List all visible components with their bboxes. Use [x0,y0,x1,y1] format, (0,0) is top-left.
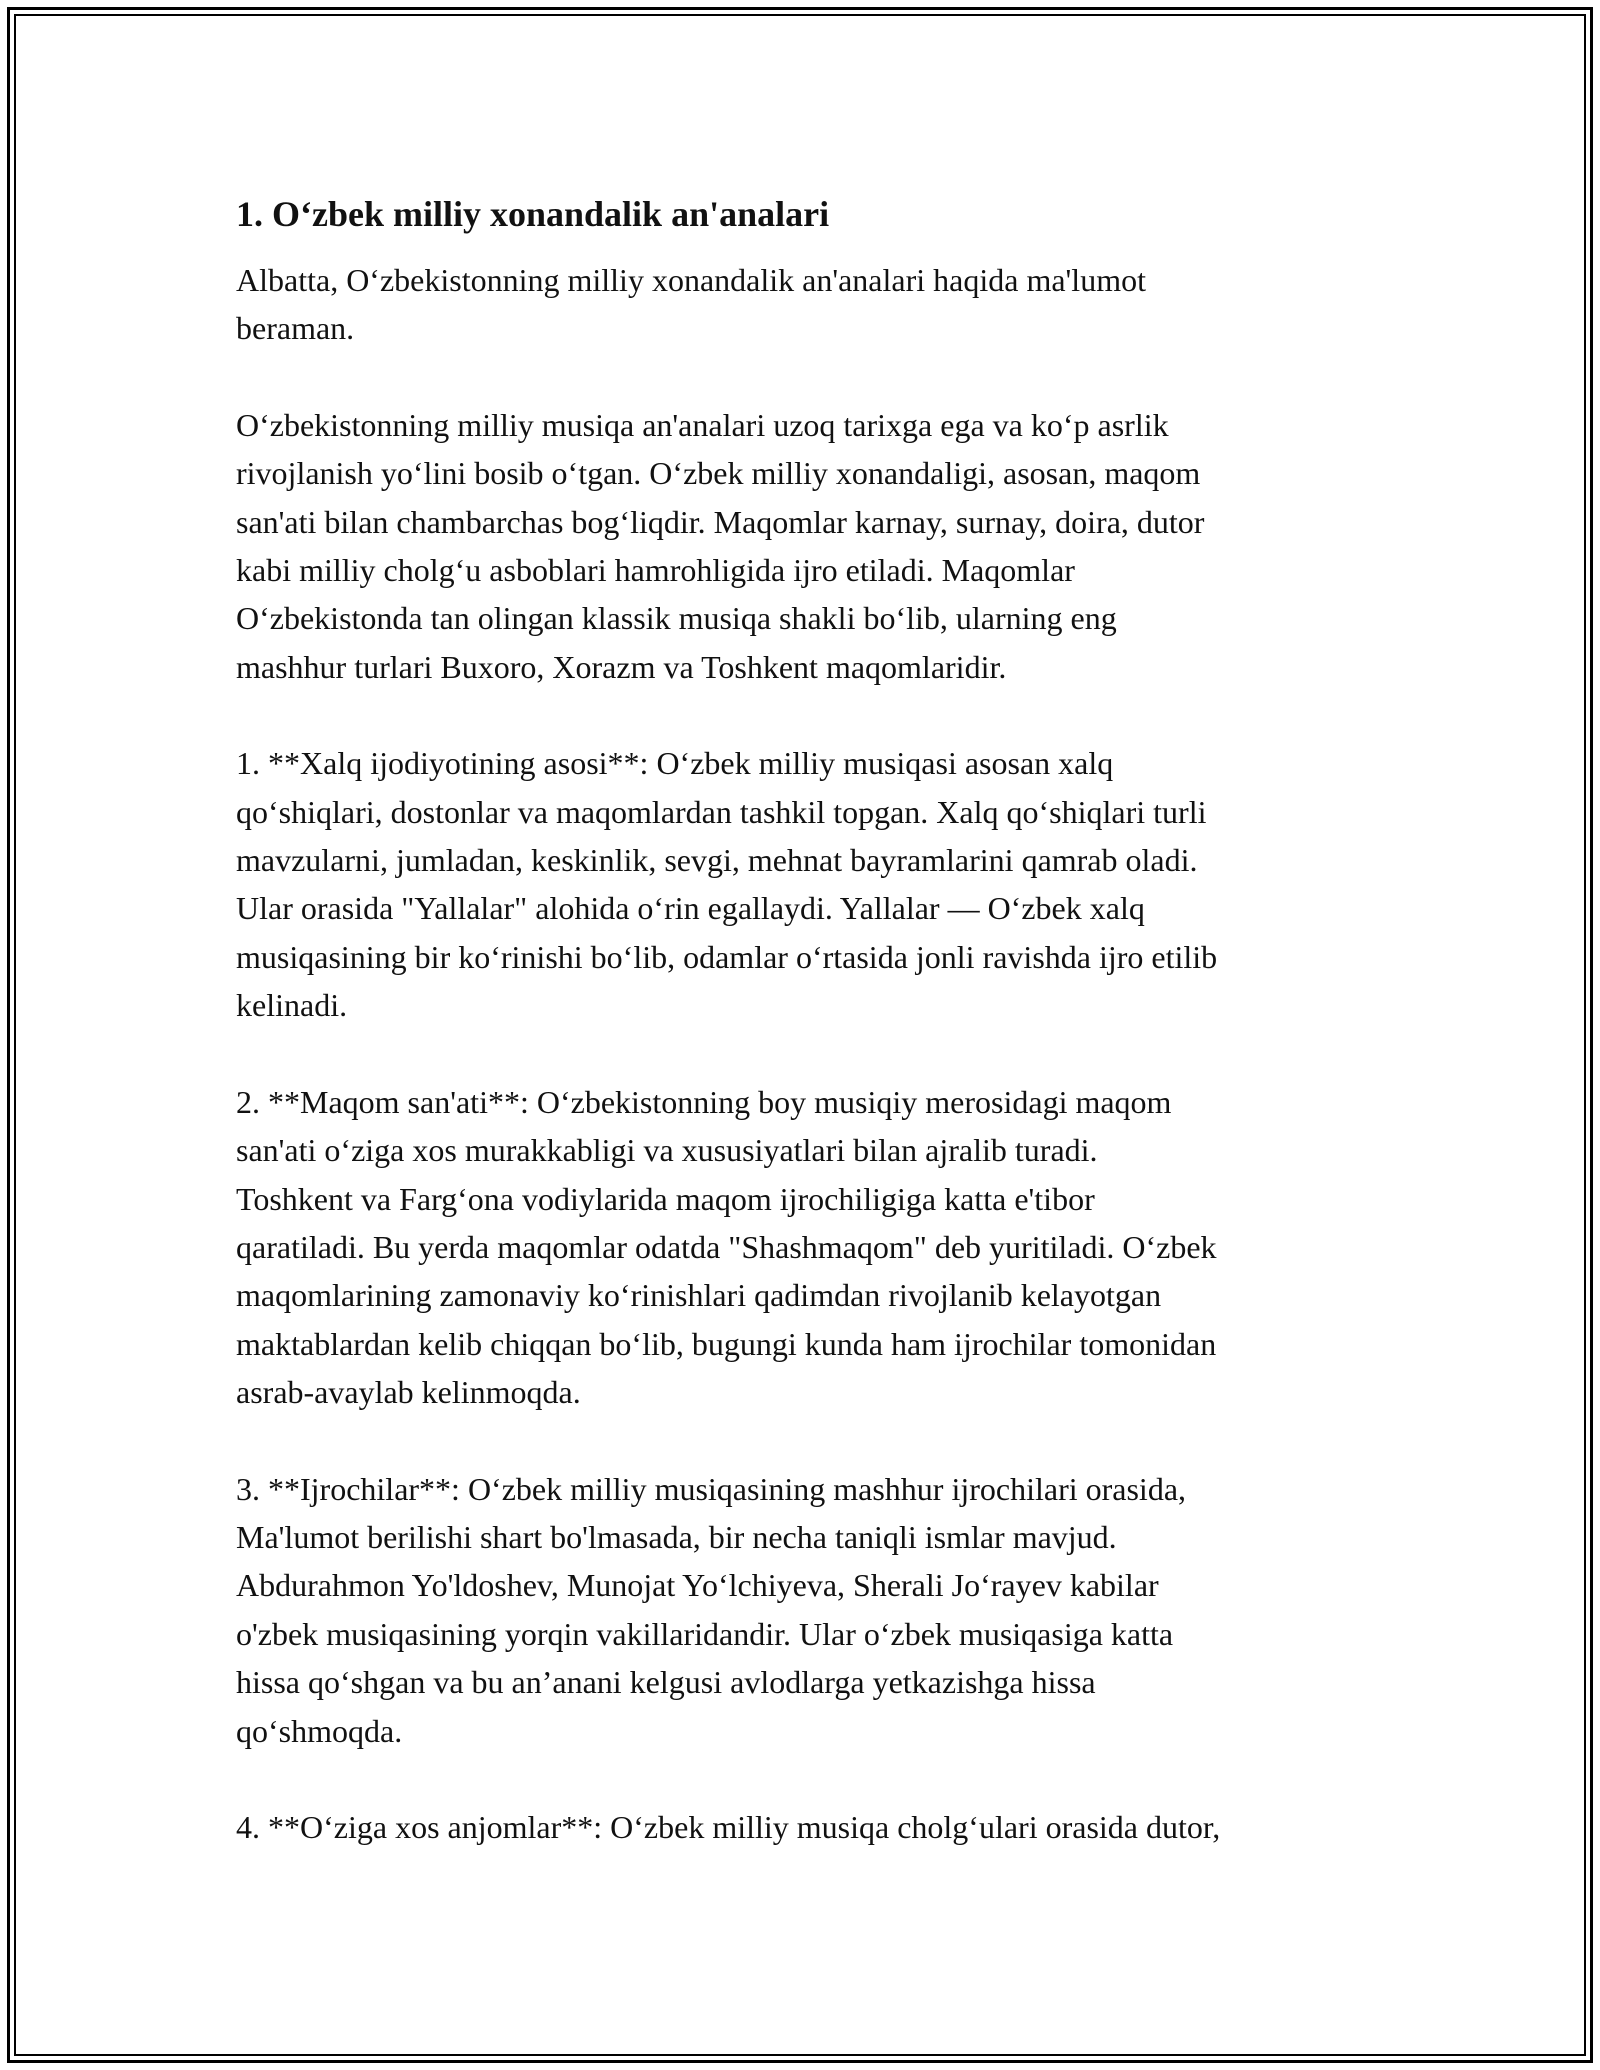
paragraph-line: 4. **O‘ziga xos anjomlar**: O‘zbek milliy musiqa cholg‘ulari orasida dutor, [236,1808,1221,1845]
paragraph-line: O‘zbekistonning milliy musiqa an'analari uzoq tarixga ega va ko‘p asrlik [236,406,1169,443]
paragraph-line: Ma'lumot berilishi shart bo'lmasada, bir necha taniqli ismlar mavjud. [236,1518,1117,1555]
paragraph-line: o'zbek musiqasining yorqin vakillaridandir. Ular o‘zbek musiqasiga katta [236,1615,1174,1652]
paragraph-line: qo‘shmoqda. [236,1712,403,1749]
paragraph-line: 1. **Xalq ijodiyotining asosi**: O‘zbek milliy musiqasi asosan xalq [236,745,1114,782]
paragraph-line: hissa qo‘shgan va bu an’anani kelgusi avlodlarga yetkazishga hissa [236,1664,1096,1701]
paragraph-line: Ular orasida "Yallalar" alohida o‘rin egallaydi. Yallalar — O‘zbek xalq [236,890,1145,927]
paragraph-6 [236,1803,1396,1851]
paragraph-line: qo‘shiqlari, dostonlar va maqomlardan tashkil topgan. Xalq qo‘shiqlari turli [236,793,1207,830]
paragraph-1 [236,256,1396,353]
paragraph-line: 3. **Ijrochilar**: O‘zbek milliy musiqasining mashhur ijrochilari orasida, [236,1470,1187,1507]
document-heading: 1. O‘zbek milliy xonandalik an'analari [236,194,830,234]
paragraph-line: kelinadi. [236,987,348,1024]
paragraph-line: O‘zbekistonda tan olingan klassik musiqa shakli bo‘lib, ularning eng [236,600,1117,637]
paragraph-4 [236,1078,1396,1417]
paragraph-line: Abdurahmon Yo'ldoshev, Munojat Yo‘lchiyeva, Sherali Jo‘rayev kabilar [236,1567,1159,1604]
paragraph-line: qaratiladi. Bu yerda maqomlar odatda "Shashmaqom" deb yuritiladi. O‘zbek [236,1228,1217,1265]
paragraph-line: kabi milliy cholg‘u asboblari hamrohligida ijro etiladi. Maqomlar [236,552,1075,589]
paragraph-line: mavzularni, jumladan, keskinlik, sevgi, mehnat bayramlarini qamrab oladi. [236,842,1198,879]
paragraph-5 [236,1465,1396,1755]
paragraph-line: san'ati o‘ziga xos murakkabligi va xususiyatlari bilan ajralib turadi. [236,1132,1098,1169]
paragraph-line: maqomlarining zamonaviy ko‘rinishlari qadimdan rivojlanib kelayotgan [236,1277,1162,1314]
paragraph-line: 2. **Maqom san'ati**: O‘zbekistonning boy musiqiy merosidagi maqom [236,1083,1172,1120]
paragraph-line: rivojlanish yo‘lini bosib o‘tgan. O‘zbek milliy xonandaligi, asosan, maqom [236,455,1201,492]
paragraph-line: maktablardan kelib chiqqan bo‘lib, bugungi kunda ham ijrochilar tomonidan [236,1325,1217,1362]
paragraph-line: mashhur turlari Buxoro, Xorazm va Toshkent maqomlaridir. [236,648,1007,685]
paragraph-2 [236,401,1396,691]
paragraph-line: musiqasining bir ko‘rinishi bo‘lib, odamlar o‘rtasida jonli ravishda ijro etilib [236,938,1218,975]
document-body [236,186,1396,1899]
paragraph-line: beraman. [236,310,355,347]
paragraph-list [236,256,1396,1851]
paragraph-line: asrab-avaylab kelinmoqda. [236,1374,581,1411]
paragraph-line: san'ati bilan chambarchas bog‘liqdir. Maqomlar karnay, surnay, doira, dutor [236,503,1205,540]
paragraph-3 [236,739,1396,1029]
paragraph-line: Toshkent va Farg‘ona vodiylarida maqom ijrochiligiga katta e'tibor [236,1180,1095,1217]
paragraph-line: Albatta, O‘zbekistonning milliy xonandalik an'analari haqida ma'lumot [236,262,1146,298]
